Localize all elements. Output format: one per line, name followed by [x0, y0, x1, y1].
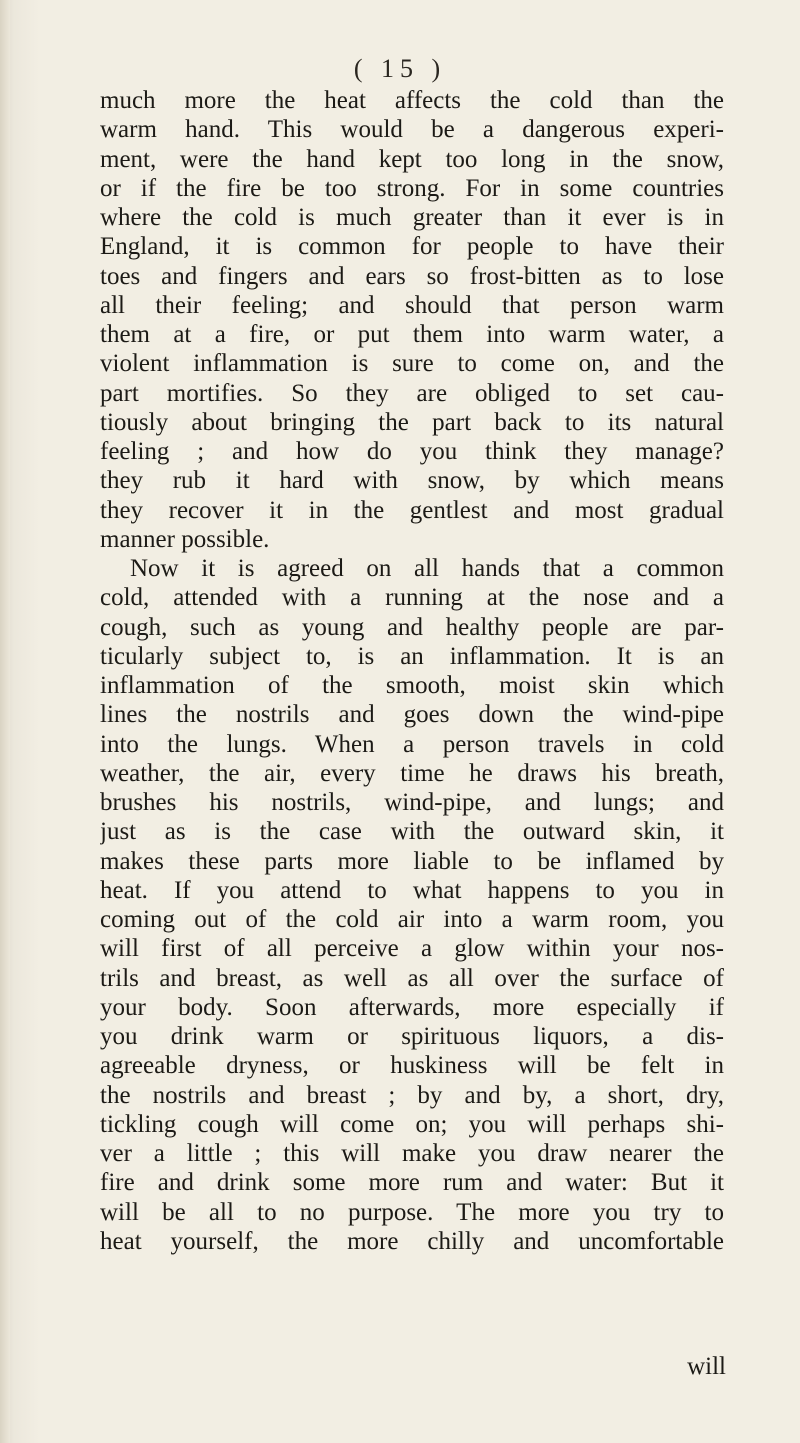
- text-line: just as is the case with the outward skin, it: [100, 818, 724, 846]
- text-line: trils and breast, as well as all over the surface of: [100, 964, 724, 992]
- text-line: ver a little ; this will make you draw nearer the: [100, 1140, 724, 1167]
- text-line: fire and drink some more rum and water: But it: [100, 1169, 724, 1197]
- text-line: they rub it hard with snow, by which means: [100, 467, 724, 495]
- text-line: makes these parts more liable to be inflamed by: [100, 847, 724, 875]
- text-line: into the lungs. When a person travels in cold: [100, 730, 724, 758]
- text-line: cold, attended with a running at the nose and a: [100, 584, 724, 612]
- text-line: will first of all perceive a glow within your nos-: [100, 935, 724, 963]
- text-line: them at a fire, or put them into warm water, a: [100, 321, 724, 348]
- text-line: you drink warm or spirituous liquors, a dis-: [100, 1023, 724, 1050]
- text-line: Now it is agreed on all hands that a common: [130, 555, 724, 582]
- text-line: all their feeling; and should that person warm: [100, 291, 724, 319]
- text-line: manner possible.: [100, 525, 270, 553]
- text-line: weather, the air, every time he draws his breath,: [100, 759, 724, 787]
- text-line: agreeable dryness, or huskiness will be felt in: [100, 1052, 724, 1080]
- text-line: lines the nostrils and goes down the wind-pipe: [100, 701, 724, 729]
- page-binding-edge: [0, 0, 10, 1443]
- text-line: where the cold is much greater than it ever is in: [100, 204, 724, 231]
- body-text: [100, 86, 724, 1256]
- text-line: brushes his nostrils, wind-pipe, and lungs; and: [100, 789, 724, 816]
- text-line: England, it is common for people to have their: [100, 233, 724, 261]
- catchword: will: [687, 1353, 726, 1380]
- text-line: cough, such as young and healthy people are par-: [100, 613, 724, 641]
- text-line: warm hand. This would be a dangerous experi-: [100, 116, 724, 144]
- text-line: feeling ; and how do you think they manage?: [100, 438, 724, 465]
- text-line: coming out of the cold air into a warm room, you: [100, 906, 724, 933]
- text-line: tiously about bringing the part back to its natural: [100, 408, 724, 436]
- text-line: tickling cough will come on; you will perhaps shi-: [100, 1110, 724, 1138]
- text-line: the nostrils and breast ; by and by, a short, dry,: [100, 1081, 724, 1109]
- page-number: ( 15 ): [353, 54, 447, 83]
- text-line: inflammation of the smooth, moist skin which: [100, 672, 724, 699]
- text-line: violent inflammation is sure to come on, and the: [100, 350, 724, 378]
- text-line: your body. Soon afterwards, more especially if: [100, 993, 724, 1021]
- text-line: will be all to no purpose. The more you try to: [100, 1198, 724, 1226]
- text-line: much more the heat affects the cold than the: [100, 87, 724, 114]
- text-line: they recover it in the gentlest and most gradual: [100, 496, 724, 524]
- text-line: heat. If you attend to what happens to you in: [100, 876, 724, 904]
- text-line: ticularly subject to, is an inflammation. It is an: [100, 642, 724, 670]
- text-line: or if the fire be too strong. For in some countries: [100, 174, 724, 202]
- text-line: toes and fingers and ears so frost-bitten as to lose: [100, 262, 724, 290]
- text-line: ment, were the hand kept too long in the snow,: [100, 145, 724, 173]
- text-line: heat yourself, the more chilly and uncomfortable: [100, 1227, 724, 1255]
- text-line: part mortifies. So they are obliged to set cau-: [100, 379, 724, 407]
